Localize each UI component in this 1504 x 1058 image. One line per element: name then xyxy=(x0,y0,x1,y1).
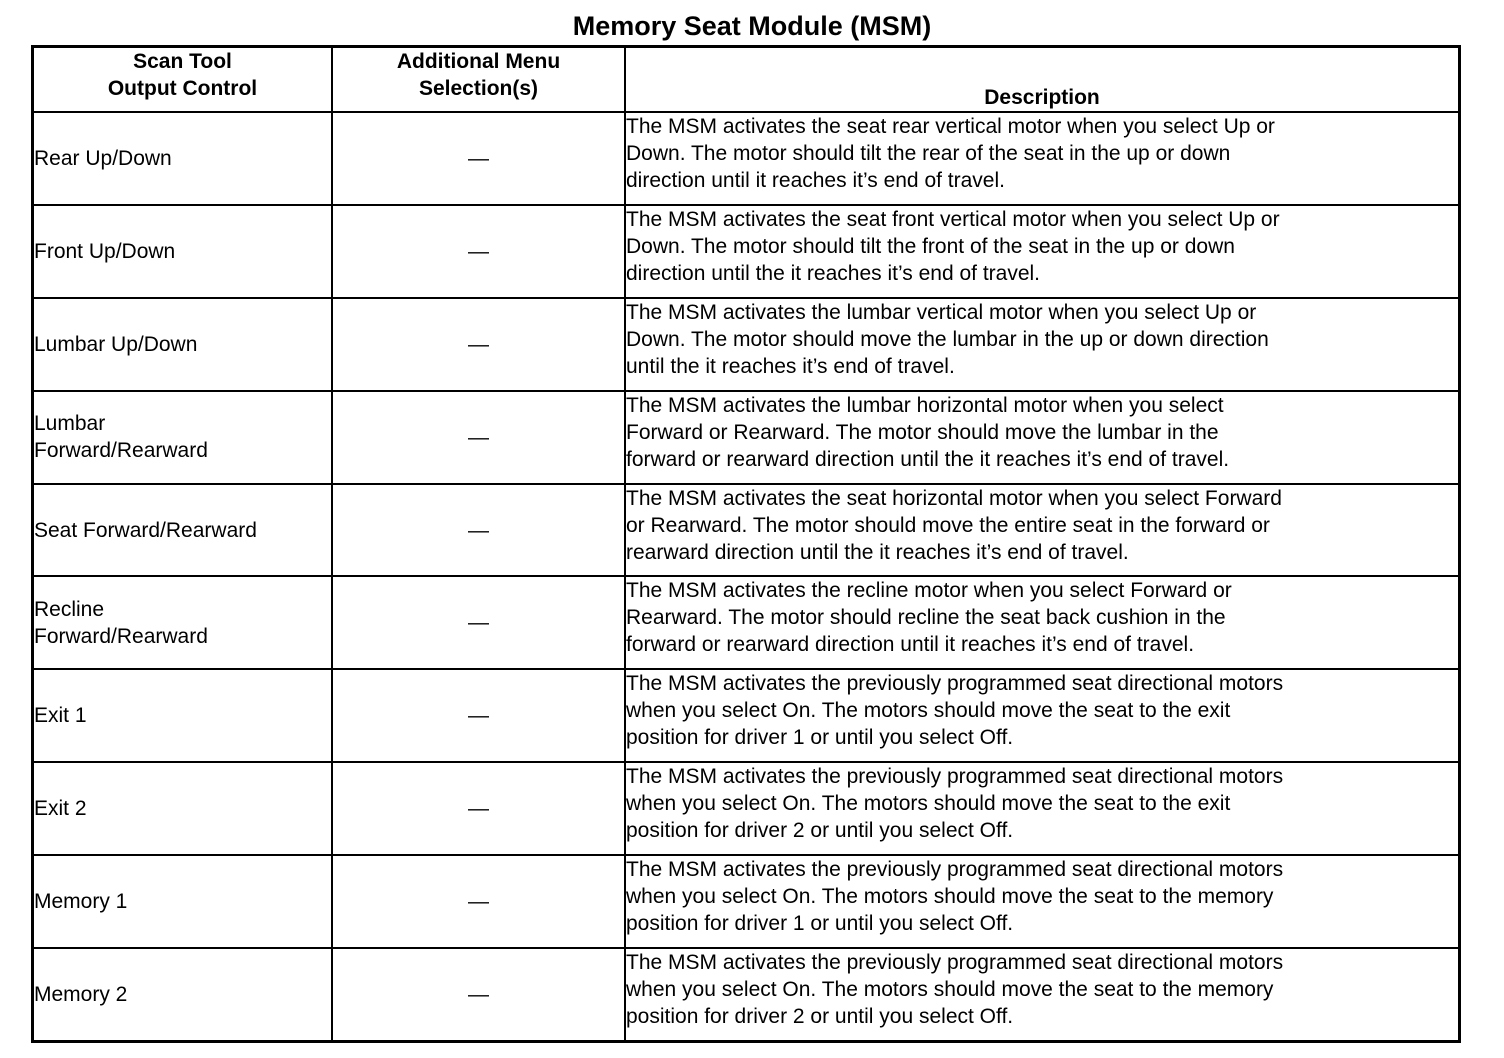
description-line: position for driver 1 or until you select Off. xyxy=(626,912,1014,936)
description-cell xyxy=(625,391,1460,484)
table-row xyxy=(33,205,1460,298)
description-line: when you select On. The motors should move the seat to the exit xyxy=(626,699,1231,723)
output-control-label: Lumbar Up/Down xyxy=(34,332,198,356)
description-line: The MSM activates the previously programmed seat directional motors xyxy=(626,951,1284,975)
description-line: position for driver 2 or until you select Off. xyxy=(626,1005,1014,1029)
output-control-label: Memory 1 xyxy=(34,890,128,914)
table-row xyxy=(33,762,1460,855)
description-line: Forward or Rearward. The motor should move the lumbar in the xyxy=(626,420,1219,444)
output-control-cell xyxy=(33,484,333,577)
description-cell xyxy=(625,762,1460,855)
header-menu-selection-line: Additional Menu xyxy=(396,50,561,73)
output-control-label: Memory 2 xyxy=(34,983,128,1006)
description-line: direction until it reaches it’s end of travel. xyxy=(626,169,1005,192)
table-row xyxy=(33,669,1460,762)
description-line: direction until the it reaches it’s end of travel. xyxy=(626,261,1041,285)
output-control-label: Exit 2 xyxy=(34,797,87,821)
output-control-label: Forward/Rearward xyxy=(34,624,208,648)
menu-selection-cell: — xyxy=(332,576,625,669)
description-line: Down. The motor should move the lumbar in the up or down direction xyxy=(626,327,1269,351)
output-control-cell xyxy=(33,762,333,855)
description-line: forward or rearward direction until the it reaches it’s end of travel. xyxy=(626,447,1230,471)
table-row xyxy=(33,112,1460,205)
table-row xyxy=(33,391,1460,484)
output-control-cell xyxy=(33,855,333,948)
menu-selection-cell: — xyxy=(332,762,625,855)
header-description: Description xyxy=(625,47,1460,113)
description-line: The MSM activates the seat front vertical motor when you select Up or xyxy=(626,207,1280,231)
output-control-label: Front Up/Down xyxy=(34,239,176,263)
menu-selection-cell: — xyxy=(332,855,625,948)
header-menu-selection-line: Selection(s) xyxy=(418,77,539,100)
description-cell xyxy=(625,576,1460,669)
output-control-cell xyxy=(33,391,333,484)
description-cell xyxy=(625,205,1460,298)
table-header-row xyxy=(33,47,1460,113)
description-cell xyxy=(625,298,1460,391)
output-control-cell xyxy=(33,298,333,391)
table-row xyxy=(33,576,1460,669)
description-line: when you select On. The motors should move the seat to the exit xyxy=(626,792,1231,816)
description-line: until the it reaches it’s end of travel. xyxy=(626,354,955,378)
header-output-control xyxy=(33,47,333,113)
output-control-cell xyxy=(33,205,333,298)
description-cell xyxy=(625,669,1460,762)
menu-selection-cell: — xyxy=(332,484,625,577)
description-line: when you select On. The motors should move the seat to the memory xyxy=(626,885,1274,909)
menu-selection-cell: — xyxy=(332,112,625,205)
output-control-label: Seat Forward/Rearward xyxy=(34,518,257,542)
output-control-label: Forward/Rearward xyxy=(34,439,208,463)
output-control-label: Recline xyxy=(34,597,105,621)
description-line: or Rearward. The motor should move the entire seat in the forward or xyxy=(626,513,1270,537)
description-line: The MSM activates the previously programmed seat directional motors xyxy=(626,672,1284,696)
description-line: The MSM activates the seat horizontal motor when you select Forward xyxy=(626,486,1282,510)
description-cell xyxy=(625,112,1460,205)
output-control-label: Exit 1 xyxy=(34,704,87,728)
description-line: Down. The motor should tilt the rear of the seat in the up or down xyxy=(626,142,1231,165)
description-cell xyxy=(625,855,1460,948)
menu-selection-cell: — xyxy=(332,669,625,762)
description-line: rearward direction until the it reaches it’s end of travel. xyxy=(626,540,1129,564)
description-line: The MSM activates the previously programmed seat directional motors xyxy=(626,858,1284,882)
table-row xyxy=(33,855,1460,948)
table-row xyxy=(33,948,1460,1041)
description-line: position for driver 1 or until you select Off. xyxy=(626,726,1014,750)
description-line: Down. The motor should tilt the front of the seat in the up or down xyxy=(626,234,1235,258)
description-line: Rearward. The motor should recline the seat back cushion in the xyxy=(626,606,1226,630)
description-cell xyxy=(625,948,1460,1041)
header-output-control-line: Output Control xyxy=(107,77,258,100)
description-line: The MSM activates the previously programmed seat directional motors xyxy=(626,765,1284,789)
output-control-label: Lumbar xyxy=(34,412,106,436)
output-control-cell xyxy=(33,669,333,762)
menu-selection-cell: — xyxy=(332,205,625,298)
msm-output-control-table xyxy=(31,45,1461,1043)
description-line: The MSM activates the recline motor when you select Forward or xyxy=(626,579,1232,603)
page-title: Memory Seat Module (MSM) xyxy=(572,11,932,41)
output-control-label: Rear Up/Down xyxy=(34,146,172,170)
header-output-control-line: Scan Tool xyxy=(133,50,232,73)
output-control-cell xyxy=(33,948,333,1041)
description-line: The MSM activates the lumbar vertical motor when you select Up or xyxy=(626,300,1257,324)
menu-selection-cell: — xyxy=(332,298,625,391)
description-cell xyxy=(625,484,1460,577)
header-menu-selection xyxy=(332,47,625,113)
table-row xyxy=(33,484,1460,577)
output-control-cell xyxy=(33,576,333,669)
menu-selection-cell: — xyxy=(332,391,625,484)
description-line: when you select On. The motors should move the seat to the memory xyxy=(626,978,1274,1002)
table-row xyxy=(33,298,1460,391)
description-line: The MSM activates the seat rear vertical motor when you select Up or xyxy=(626,115,1275,138)
description-line: position for driver 2 or until you select Off. xyxy=(626,819,1014,843)
description-line: The MSM activates the lumbar horizontal motor when you select xyxy=(626,393,1224,417)
description-line: forward or rearward direction until it reaches it’s end of travel. xyxy=(626,633,1195,657)
output-control-cell xyxy=(33,112,333,205)
menu-selection-cell: — xyxy=(332,948,625,1041)
